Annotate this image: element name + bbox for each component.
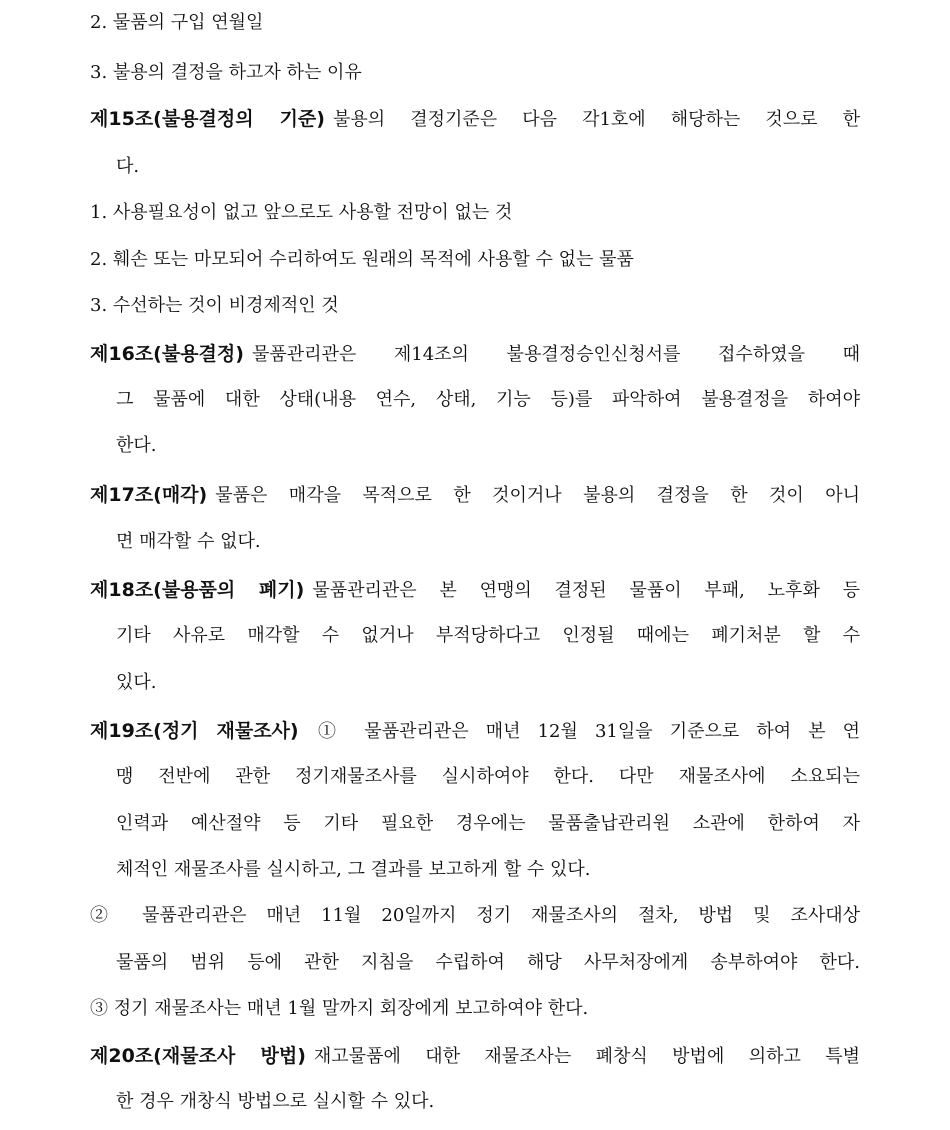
article-heading: 제17조(매각): [90, 484, 208, 506]
article-text-line: 물품의 범위 등에 관한 지침을 수립하여 해당 사무처장에게 송부하여야 한다.: [116, 952, 860, 973]
list-item: 3. 수선하는 것이 비경제적인 것: [90, 295, 339, 316]
article-heading: 제15조(불용결정의 기준): [90, 108, 325, 130]
article-text-line: 맹 전반에 관한 정기재물조사를 실시하여야 한다. 다만 재물조사에 소요되는: [116, 766, 860, 787]
article-text-line: 한다.: [116, 435, 157, 456]
article-16: [90, 337, 860, 371]
article-heading: 제16조(불용결정): [90, 343, 244, 365]
article-text: 재고물품에 대한 재물조사는 폐창식 방법에 의하고 특별: [313, 1046, 860, 1067]
article-text: 물품관리관은 본 연맹의 결정된 물품이 부패, 노후화 등: [312, 580, 860, 601]
list-item: 1. 사용필요성이 없고 앞으로도 사용할 전망이 없는 것: [90, 202, 513, 223]
article-19: [90, 714, 860, 748]
article-18: [90, 573, 860, 607]
article-text-line: 그 물품에 대한 상태(내용 연수, 상태, 기능 등)를 파악하여 불용결정을 하여야: [116, 389, 860, 410]
article-text-line: 기타 사유로 매각할 수 없거나 부적당하다고 인정될 때에는 폐기처분 할 수: [116, 625, 860, 646]
article-text-line: 체적인 재물조사를 실시하고, 그 결과를 보고하게 할 수 있다.: [116, 859, 591, 880]
article-15: [90, 102, 860, 136]
list-item: 3. 불용의 결정을 하고자 하는 이유: [90, 62, 362, 83]
article-text-line: 한 경우 개창식 방법으로 실시할 수 있다.: [116, 1091, 435, 1112]
list-item: 2. 물품의 구입 연월일: [90, 12, 264, 33]
article-text-line: 있다.: [116, 672, 157, 693]
article-heading: 제20조(재물조사 방법): [90, 1045, 306, 1067]
article-heading: 제19조(정기 재물조사): [90, 720, 299, 742]
article-text-line: 인력과 예산절약 등 기타 필요한 경우에는 물품출납관리원 소관에 한하여 자: [116, 813, 860, 834]
article-text: 물품관리관은 제14조의 불용결정승인신청서를 접수하였을 때: [251, 344, 860, 365]
article-20: [90, 1039, 860, 1073]
list-item: 2. 훼손 또는 마모되어 수리하여도 원래의 목적에 사용할 수 없는 물품: [90, 249, 634, 270]
article-17: [90, 478, 860, 512]
article-text: 불용의 결정기준은 다음 각1호에 해당하는 것으로 한: [332, 109, 860, 130]
article-text-line: 다.: [116, 156, 140, 177]
article-19-para-2: ② 물품관리관은 매년 11월 20일까지 정기 재물조사의 절차, 방법 및 조사대상: [90, 905, 860, 926]
article-text-line: 면 매각할 수 없다.: [116, 531, 261, 552]
article-heading: 제18조(불용품의 폐기): [90, 579, 305, 601]
article-19-para-3: ③ 정기 재물조사는 매년 1월 말까지 회장에게 보고하여야 한다.: [90, 998, 589, 1019]
article-text: 물품은 매각을 목적으로 한 것이거나 불용의 결정을 한 것이 아니: [215, 485, 860, 506]
article-text: ① 물품관리관은 매년 12월 31일을 기준으로 하여 본 연: [306, 721, 860, 742]
